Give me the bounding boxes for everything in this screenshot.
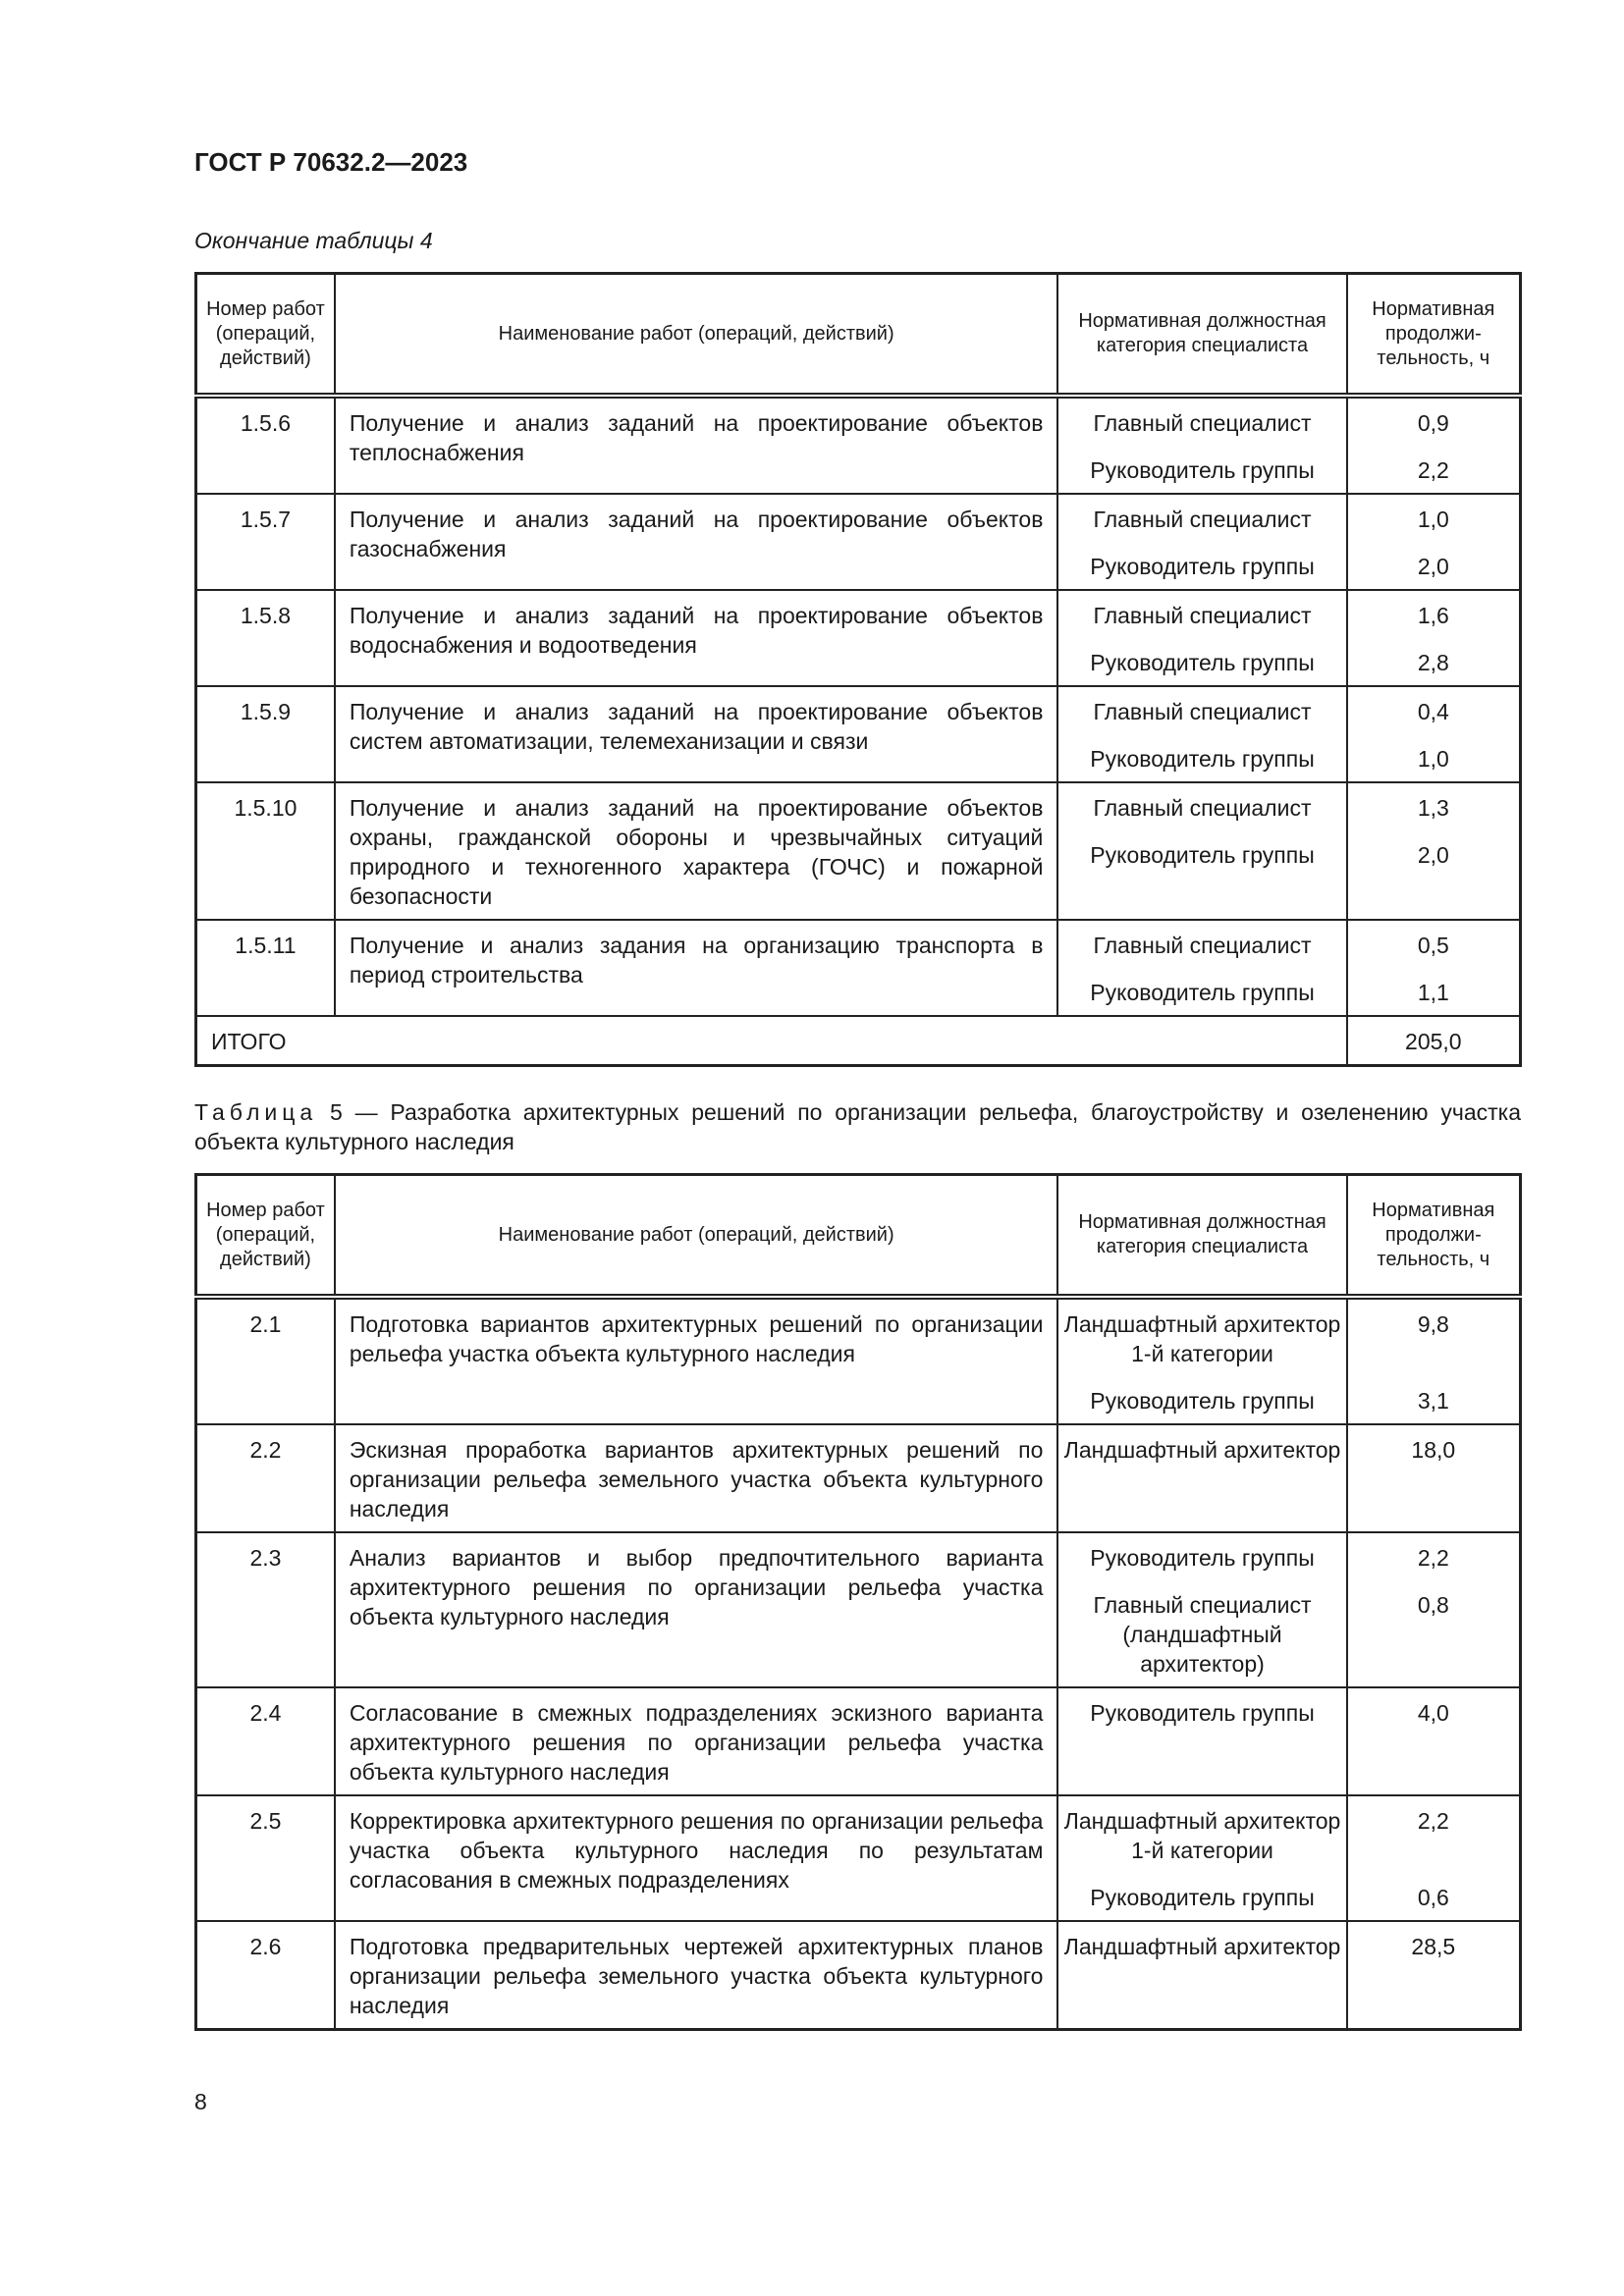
work-number: 1.5.8 (196, 590, 335, 686)
duration-cell (1347, 1532, 1521, 1687)
duration-cell (1347, 686, 1521, 782)
specialist-category-cell (1057, 590, 1346, 686)
table-row (196, 782, 1521, 920)
duration-hours: 2,2 (1417, 1545, 1449, 1571)
duration-hours: 0,8 (1417, 1592, 1449, 1618)
duration-cell (1347, 590, 1521, 686)
specialist-category-cell (1057, 920, 1346, 1016)
duration-cell (1347, 1297, 1521, 1424)
specialist-category: Руководитель группы (1090, 1388, 1315, 1414)
table-row (196, 1297, 1521, 1424)
specialist-category: Руководитель группы (1090, 554, 1315, 579)
duration-hours: 9,8 (1417, 1311, 1449, 1337)
duration-hours: 0,4 (1417, 699, 1449, 724)
duration-hours: 3,1 (1417, 1388, 1449, 1414)
work-number: 2.3 (196, 1532, 335, 1687)
table-row (196, 1424, 1521, 1532)
specialist-category: Главный специалист (1093, 933, 1312, 958)
duration-cell (1347, 1687, 1521, 1795)
column-header-name: Наименование работ (операций, действий) (335, 274, 1058, 397)
work-number: 1.5.9 (196, 686, 335, 782)
duration-hours: 4,0 (1417, 1700, 1449, 1726)
duration-cell (1347, 1795, 1521, 1921)
work-number: 2.4 (196, 1687, 335, 1795)
table-header-row (196, 1175, 1521, 1298)
table4-caption: Окончание таблицы 4 (194, 228, 433, 253)
specialist-category: Руководитель группы (1090, 457, 1315, 483)
table-row (196, 1532, 1521, 1687)
specialist-category: Ландшафтный архитектор 1-й категории (1063, 1311, 1341, 1366)
page-number: 8 (194, 2089, 207, 2114)
specialist-category: Главный специалист (ландшафтный архитектор) (1093, 1592, 1312, 1677)
table5-caption (194, 1097, 1521, 1156)
work-name: Эскизная проработка вариантов архитектурных решений по организации рельефа земельного участка объекта культурного наследия (335, 1424, 1058, 1532)
document-title: ГОСТ Р 70632.2—2023 (194, 147, 468, 177)
duration-cell (1347, 396, 1521, 494)
work-number: 2.6 (196, 1921, 335, 2030)
duration-hours: 28,5 (1411, 1934, 1456, 1959)
table-4 (194, 272, 1522, 1067)
duration-hours: 2,0 (1417, 554, 1449, 579)
work-number: 1.5.6 (196, 396, 335, 494)
specialist-category-cell (1057, 686, 1346, 782)
duration-hours: 1,3 (1417, 795, 1449, 821)
work-name: Получение и анализ заданий на проектирование объектов газоснабжения (335, 494, 1058, 590)
work-name: Получение и анализ заданий на проектирование объектов водоснабжения и водоотведения (335, 590, 1058, 686)
work-name: Подготовка предварительных чертежей архитектурных планов организации рельефа земельного участка объекта культурного наследия (335, 1921, 1058, 2030)
work-name: Получение и анализ задания на организацию транспорта в период строительства (335, 920, 1058, 1016)
work-name: Получение и анализ заданий на проектирование объектов теплоснабжения (335, 396, 1058, 494)
work-number: 2.2 (196, 1424, 335, 1532)
table-row (196, 1921, 1521, 2030)
specialist-category: Ландшафтный архитектор (1063, 1934, 1341, 1959)
column-header-category: Нормативная должностная категория специалиста (1057, 274, 1346, 397)
duration-hours: 0,9 (1417, 410, 1449, 436)
table-row (196, 494, 1521, 590)
specialist-category-cell (1057, 1532, 1346, 1687)
duration-cell (1347, 1424, 1521, 1532)
duration-hours: 1,0 (1417, 507, 1449, 532)
work-name: Получение и анализ заданий на проектирование объектов охраны, гражданской обороны и чрезвычайных ситуаций природного и техногенного характера (ГОЧС) и пожарной безопасности (335, 782, 1058, 920)
specialist-category-cell (1057, 1921, 1346, 2030)
work-name: Анализ вариантов и выбор предпочтительного варианта архитектурного решения по организации рельефа участка объекта культурного наследия (335, 1532, 1058, 1687)
specialist-category: Главный специалист (1093, 795, 1312, 821)
duration-hours: 0,6 (1417, 1885, 1449, 1910)
specialist-category: Руководитель группы (1090, 842, 1315, 868)
duration-hours: 1,6 (1417, 603, 1449, 628)
total-row (196, 1016, 1521, 1066)
work-number: 2.1 (196, 1297, 335, 1424)
table-row (196, 686, 1521, 782)
specialist-category-cell (1057, 1687, 1346, 1795)
duration-cell (1347, 920, 1521, 1016)
work-name: Подготовка вариантов архитектурных решений по организации рельефа участка объекта культурного наследия (335, 1297, 1058, 1424)
total-label: ИТОГО (196, 1016, 1347, 1066)
table-row (196, 920, 1521, 1016)
work-number: 1.5.10 (196, 782, 335, 920)
specialist-category-cell (1057, 1424, 1346, 1532)
table-row (196, 1795, 1521, 1921)
work-number: 1.5.11 (196, 920, 335, 1016)
work-name: Получение и анализ заданий на проектирование объектов систем автоматизации, телемеханизации и связи (335, 686, 1058, 782)
duration-hours: 18,0 (1411, 1437, 1456, 1463)
duration-cell (1347, 494, 1521, 590)
duration-hours: 2,2 (1417, 1808, 1449, 1834)
specialist-category: Главный специалист (1093, 410, 1312, 436)
column-header-duration: Нормативная продолжи-тельность, ч (1347, 274, 1521, 397)
work-number: 1.5.7 (196, 494, 335, 590)
duration-hours: 2,8 (1417, 650, 1449, 675)
specialist-category: Руководитель группы (1090, 1545, 1315, 1571)
work-number: 2.5 (196, 1795, 335, 1921)
column-header-category: Нормативная должностная категория специалиста (1057, 1175, 1346, 1298)
specialist-category-cell (1057, 494, 1346, 590)
table5-caption-text: 5 — Разработка архитектурных решений по организации рельефа, благоустройству и озеленению участка объекта культурного наследия (194, 1099, 1521, 1154)
specialist-category-cell (1057, 782, 1346, 920)
specialist-category: Руководитель группы (1090, 746, 1315, 772)
column-header-duration: Нормативная продолжи-тельность, ч (1347, 1175, 1521, 1298)
column-header-number: Номер работ (операций, действий) (196, 1175, 335, 1298)
specialist-category-cell (1057, 396, 1346, 494)
duration-hours: 1,1 (1417, 980, 1449, 1005)
duration-hours: 0,5 (1417, 933, 1449, 958)
table-row (196, 590, 1521, 686)
table-header-row (196, 274, 1521, 397)
work-name: Согласование в смежных подразделениях эскизного варианта архитектурного решения по организации рельефа участка объекта культурного наследия (335, 1687, 1058, 1795)
specialist-category: Ландшафтный архитектор 1-й категории (1063, 1808, 1341, 1863)
table-row (196, 396, 1521, 494)
column-header-name: Наименование работ (операций, действий) (335, 1175, 1058, 1298)
column-header-number: Номер работ (операций, действий) (196, 274, 335, 397)
specialist-category: Главный специалист (1093, 699, 1312, 724)
specialist-category: Руководитель группы (1090, 1885, 1315, 1910)
specialist-category: Главный специалист (1093, 603, 1312, 628)
specialist-category-cell (1057, 1297, 1346, 1424)
duration-hours: 2,0 (1417, 842, 1449, 868)
duration-hours: 1,0 (1417, 746, 1449, 772)
table-row (196, 1687, 1521, 1795)
specialist-category: Ландшафтный архитектор (1063, 1437, 1341, 1463)
specialist-category: Руководитель группы (1090, 1700, 1315, 1726)
work-name: Корректировка архитектурного решения по организации рельефа участка объекта культурного наследия по результатам согласования в смежных подразделениях (335, 1795, 1058, 1921)
specialist-category: Руководитель группы (1090, 980, 1315, 1005)
specialist-category: Главный специалист (1093, 507, 1312, 532)
table-5 (194, 1173, 1522, 2031)
specialist-category: Руководитель группы (1090, 650, 1315, 675)
duration-hours: 2,2 (1417, 457, 1449, 483)
duration-cell (1347, 1921, 1521, 2030)
specialist-category-cell (1057, 1795, 1346, 1921)
duration-cell (1347, 782, 1521, 920)
table5-caption-prefix: Таблица (194, 1099, 318, 1125)
total-value: 205,0 (1347, 1016, 1521, 1066)
